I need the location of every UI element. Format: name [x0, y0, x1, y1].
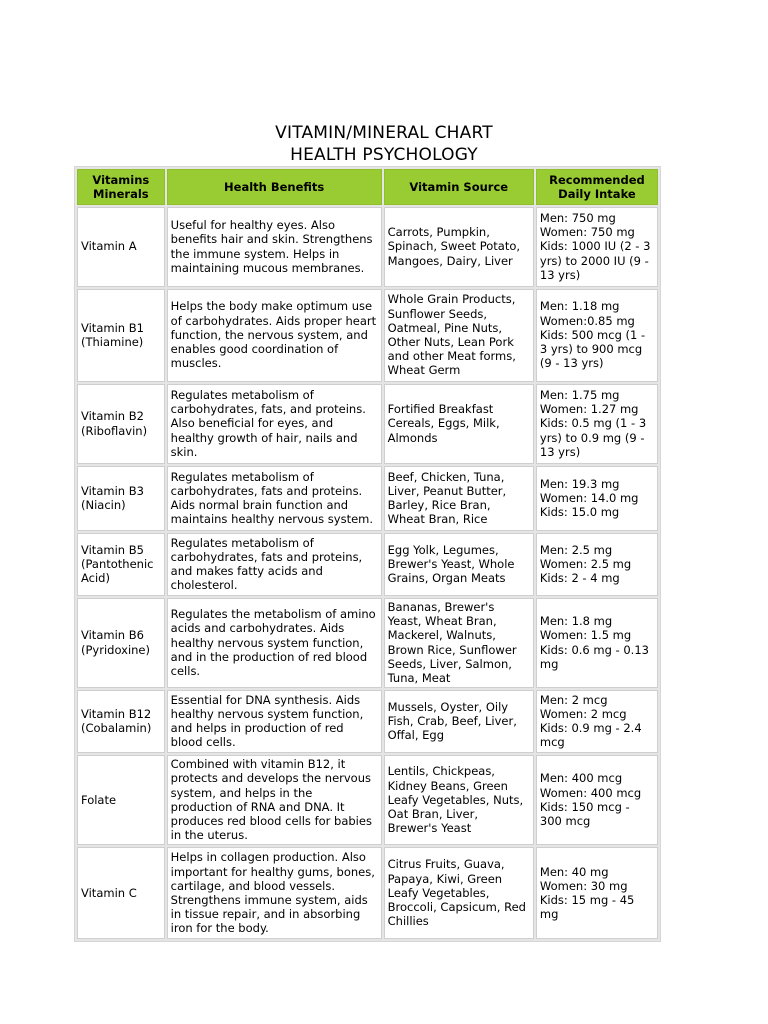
- row-source-cell: Whole Grain Products, Sunflower Seeds, Oatmeal, Pine Nuts, Other Nuts, Lean Pork and other Meat forms, Wheat Germ: [384, 289, 534, 382]
- row-intake-cell: Men: 2 mcg Women: 2 mcg Kids: 0.9 mg - 2.4 mcg: [536, 690, 658, 753]
- row-name-cell: Vitamin C: [77, 847, 165, 939]
- header-daily-intake-label: Daily Intake: [558, 187, 636, 201]
- row-name-cell: Vitamin B12 (Cobalamin): [77, 690, 165, 753]
- row-source-cell: Bananas, Brewer's Yeast, Wheat Bran, Mackerel, Walnuts, Brown Rice, Sunflower Seeds, Liver, Salmon, Tuna, Meat: [384, 598, 534, 688]
- table-row: [77, 533, 658, 596]
- row-benefits-cell: Essential for DNA synthesis. Aids healthy nervous system function, and helps in production of red blood cells.: [167, 690, 382, 753]
- table-row: [77, 384, 658, 464]
- table-row: [77, 755, 658, 845]
- title-line-2: HEALTH PSYCHOLOGY: [290, 145, 478, 165]
- header-health-benefits: Health Benefits: [167, 169, 382, 205]
- row-intake-cell: Men: 1.18 mg Women:0.85 mg Kids: 500 mcg (1 - 3 yrs) to 900 mcg (9 - 13 yrs): [536, 289, 658, 382]
- header-minerals-label: Minerals: [93, 187, 149, 201]
- row-benefits-cell: Combined with vitamin B12, it protects and develops the nervous system, and helps in the production of RNA and DNA. It produces red blood cells for babies in the uterus.: [167, 755, 382, 845]
- row-benefits-cell: Helps in collagen production. Also important for healthy gums, bones, cartilage, and blood vessels. Strengthens immune system, aids in tissue repair, and in absorbing iron for the body.: [167, 847, 382, 939]
- row-source-cell: Egg Yolk, Legumes, Brewer's Yeast, Whole Grains, Organ Meats: [384, 533, 534, 596]
- row-intake-cell: Men: 2.5 mg Women: 2.5 mg Kids: 2 - 4 mg: [536, 533, 658, 596]
- row-intake-cell: Men: 750 mg Women: 750 mg Kids: 1000 IU (2 - 3 yrs) to 2000 IU (9 - 13 yrs): [536, 207, 658, 287]
- row-source-cell: Carrots, Pumpkin, Spinach, Sweet Potato, Mangoes, Dairy, Liver: [384, 207, 534, 287]
- row-name-cell: Vitamin A: [77, 207, 165, 287]
- table-row: [77, 690, 658, 753]
- vitamin-mineral-table: [74, 166, 661, 942]
- row-source-cell: Beef, Chicken, Tuna, Liver, Peanut Butter, Barley, Rice Bran, Wheat Bran, Rice: [384, 466, 534, 531]
- row-name-cell: Vitamin B5 (Pantothenic Acid): [77, 533, 165, 596]
- row-name-cell: Vitamin B1 (Thiamine): [77, 289, 165, 382]
- title-line-1: VITAMIN/MINERAL CHART: [275, 123, 493, 143]
- row-benefits-cell: Useful for healthy eyes. Also benefits hair and skin. Strengthens the immune system. Helps in maintaining mucous membranes.: [167, 207, 382, 287]
- row-intake-cell: Men: 1.75 mg Women: 1.27 mg Kids: 0.5 mg (1 - 3 yrs) to 0.9 mg (9 - 13 yrs): [536, 384, 658, 464]
- row-benefits-cell: Regulates metabolism of carbohydrates, fats and proteins, and makes fatty acids and cholesterol.: [167, 533, 382, 596]
- row-source-cell: Lentils, Chickpeas, Kidney Beans, Green Leafy Vegetables, Nuts, Oat Bran, Liver, Brewer's Yeast: [384, 755, 534, 845]
- table-row: [77, 289, 658, 382]
- row-benefits-cell: Regulates the metabolism of amino acids and carbohydrates. Aids healthy nervous system function, and in the production of red blood cells.: [167, 598, 382, 688]
- table-row: [77, 847, 658, 939]
- header-vitamin-source: Vitamin Source: [384, 169, 534, 205]
- row-benefits-cell: Regulates metabolism of carbohydrates, fats, and proteins. Also beneficial for eyes, and healthy growth of hair, nails and skin.: [167, 384, 382, 464]
- row-name-cell: Vitamin B6 (Pyridoxine): [77, 598, 165, 688]
- table-header-row: [77, 169, 658, 205]
- row-benefits-cell: Regulates metabolism of carbohydrates, fats and proteins. Aids normal brain function and maintains healthy nervous system.: [167, 466, 382, 531]
- row-intake-cell: Men: 400 mcg Women: 400 mcg Kids: 150 mcg - 300 mcg: [536, 755, 658, 845]
- row-benefits-cell: Helps the body make optimum use of carbohydrates. Aids proper heart function, the nervous system, and enables good coordination of muscles.: [167, 289, 382, 382]
- row-source-cell: Mussels, Oyster, Oily Fish, Crab, Beef, Liver, Offal, Egg: [384, 690, 534, 753]
- row-intake-cell: Men: 19.3 mg Women: 14.0 mg Kids: 15.0 mg: [536, 466, 658, 531]
- table-row: [77, 598, 658, 688]
- row-source-cell: Citrus Fruits, Guava, Papaya, Kiwi, Green Leafy Vegetables, Broccoli, Capsicum, Red Chillies: [384, 847, 534, 939]
- row-name-cell: Folate: [77, 755, 165, 845]
- row-intake-cell: Men: 40 mg Women: 30 mg Kids: 15 mg - 45 mg: [536, 847, 658, 939]
- table-row: [77, 466, 658, 531]
- header-vitamins-label: Vitamins: [92, 173, 150, 187]
- header-daily-intake: [536, 169, 658, 205]
- header-vitamins-minerals: [77, 169, 165, 205]
- document-title: [0, 122, 768, 166]
- row-source-cell: Fortified Breakfast Cereals, Eggs, Milk, Almonds: [384, 384, 534, 464]
- row-name-cell: Vitamin B3 (Niacin): [77, 466, 165, 531]
- header-recommended-label: Recommended: [549, 173, 645, 187]
- row-intake-cell: Men: 1.8 mg Women: 1.5 mg Kids: 0.6 mg - 0.13 mg: [536, 598, 658, 688]
- table-row: [77, 207, 658, 287]
- row-name-cell: Vitamin B2 (Riboflavin): [77, 384, 165, 464]
